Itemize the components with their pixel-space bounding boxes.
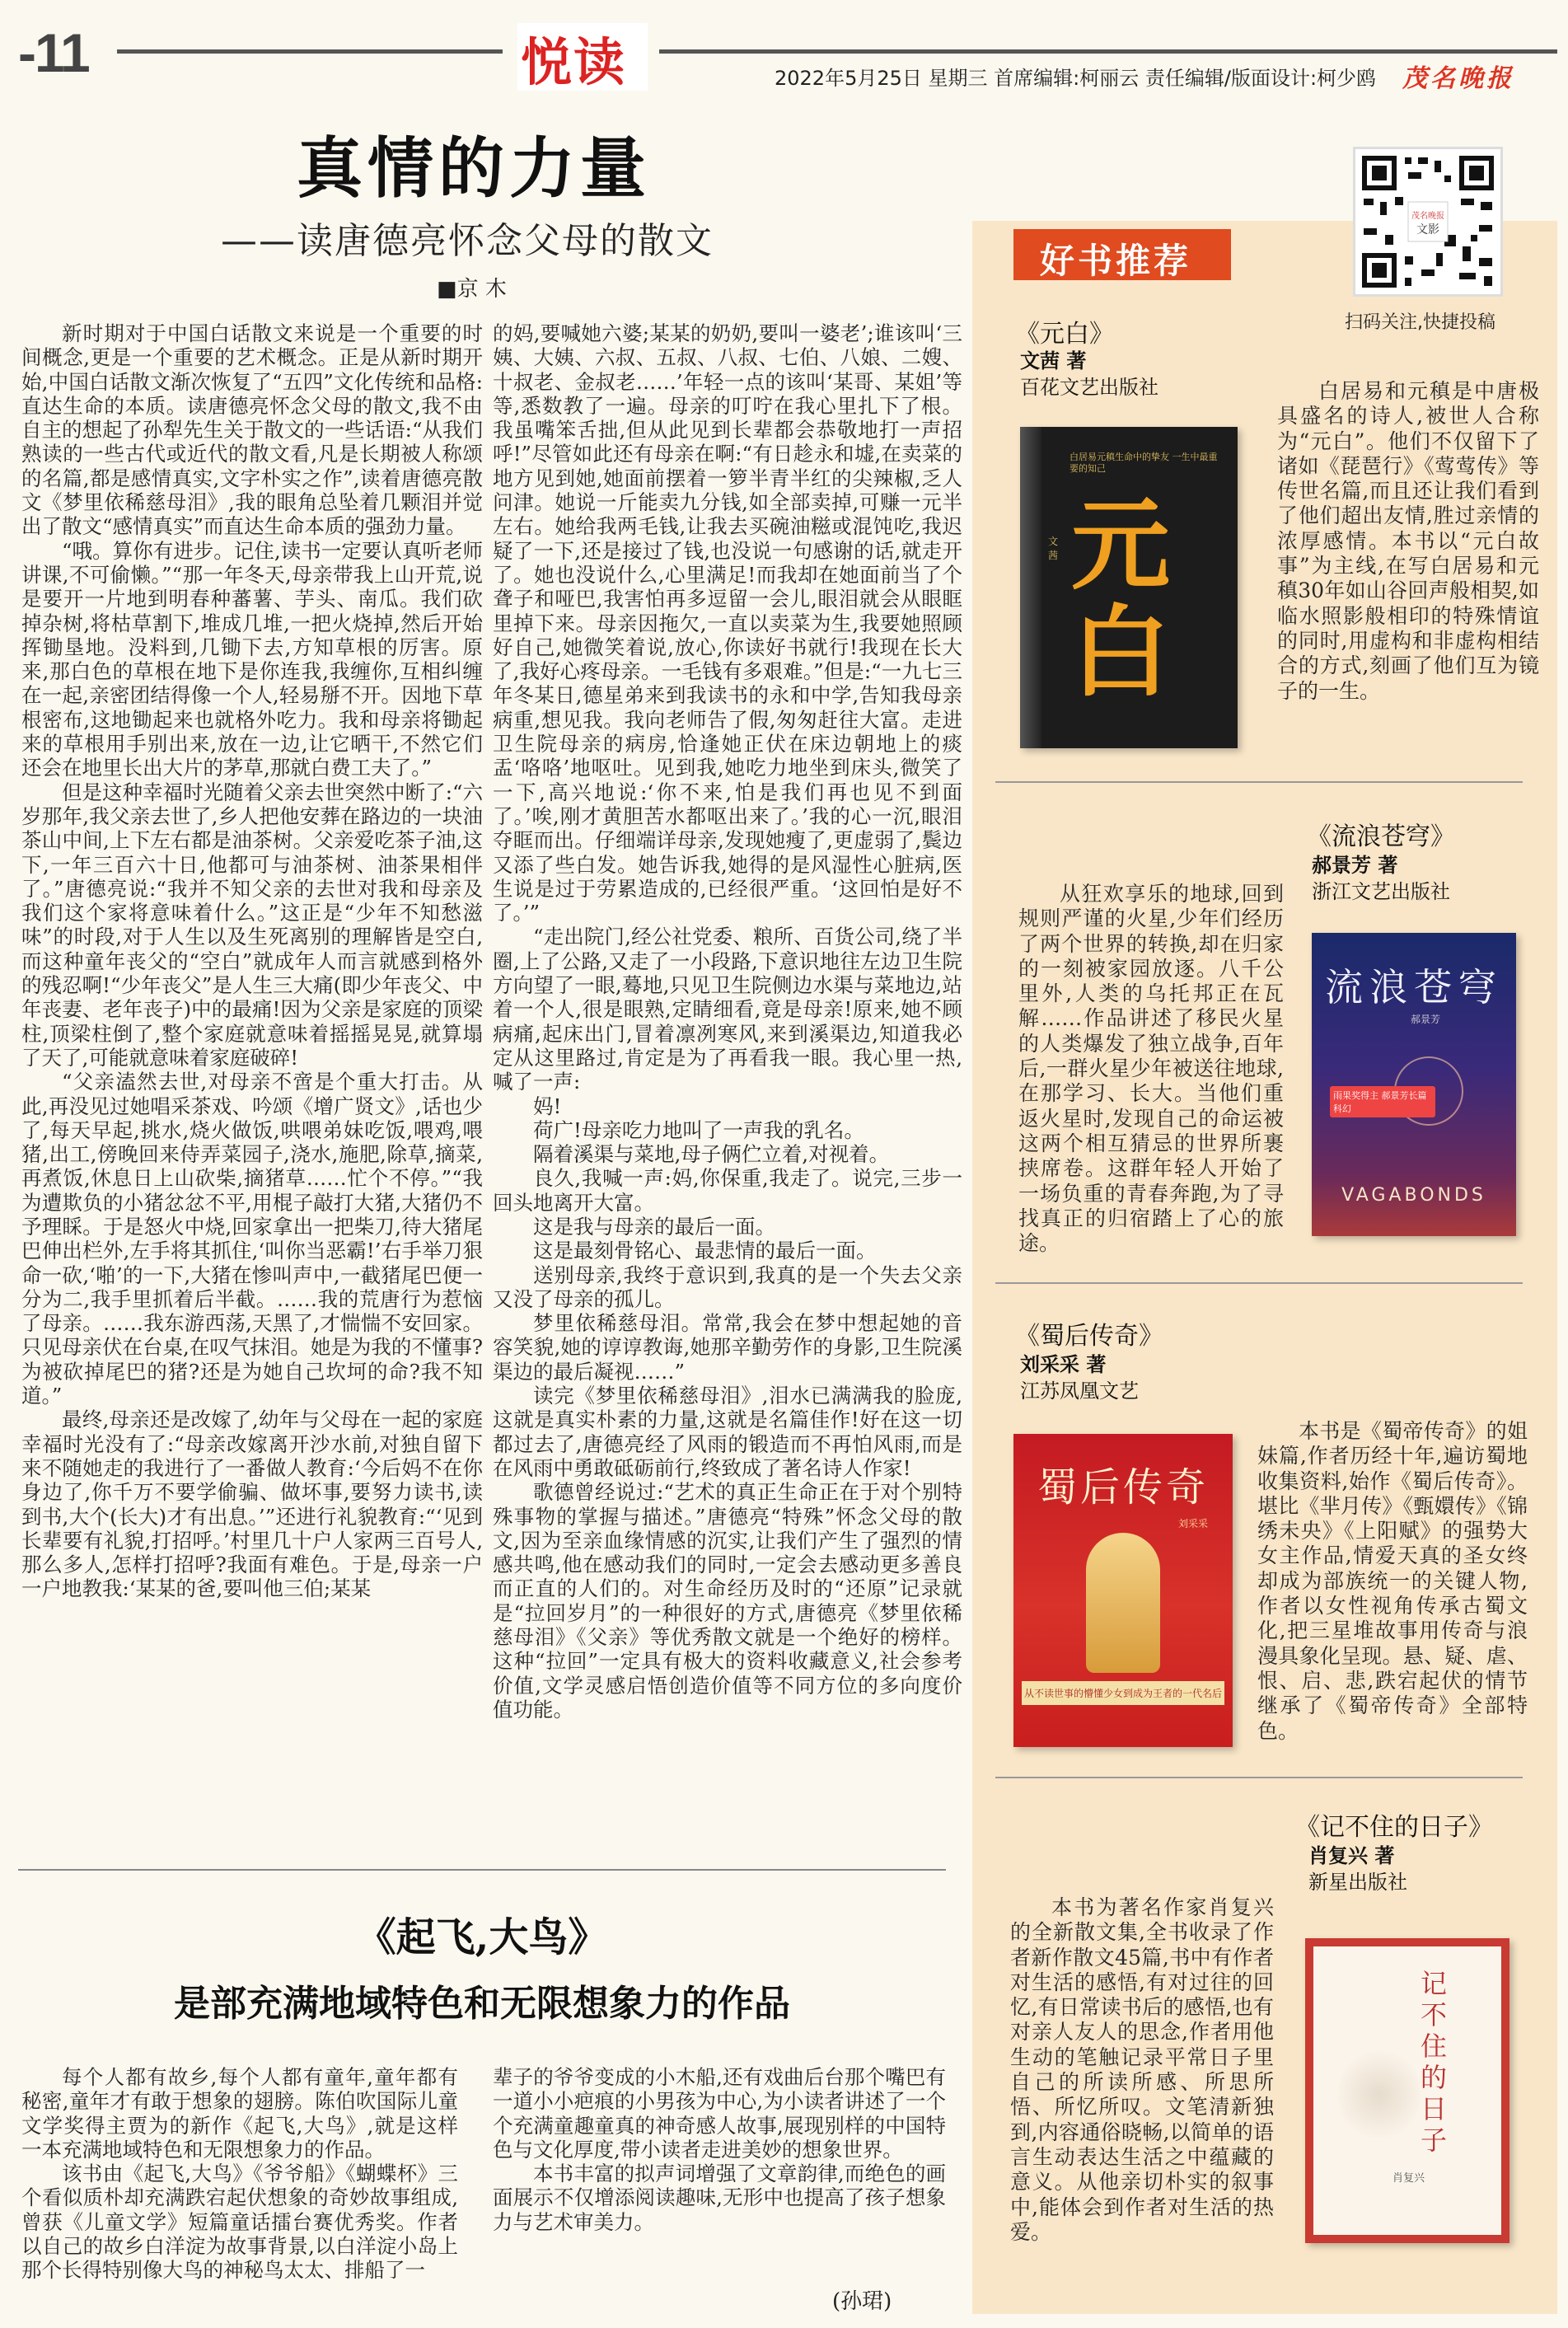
cover-author: 刘采采 bbox=[1178, 1518, 1209, 1529]
article-author: ■京 木 bbox=[437, 277, 507, 302]
paragraph: “走出院门,经公社党委、粮所、百货公司,绕了半圈,上了公路,又走了一小段路,下意识地往左边卫生院方向望了一眼,蓦地,只见卫生院侧边水渠与菜地边,站着一个人,很是眼熟,定睛细看,竟是母亲!原来,她不顾病痛,起床出门,冒着凛冽寒风,来到溪渠边,知道我必定从这里路过,肯定是为了再看我一眼。我心里一热,喊了一声: bbox=[493, 925, 962, 1094]
paragraph: 本书为著名作家肖复兴的全新散文集,全书收录了作者新作散文45篇,书中有作者对生活的感悟,有对过往的回忆,有日常读书后的感悟,也有对亲人友人的思念,作者用他生动的笔触记录平常日子里自己的所读所感、所思所悟、所忆所叹。文笔清新独到,内容通俗晓畅,以简单的语言生动表达生活之中蕴藏的意义。从他亲切朴实的叙事中,能体会到作者对生活的热爱。 bbox=[1010, 1895, 1274, 2244]
paragraph: 妈! bbox=[533, 1094, 562, 1118]
book-3-author: 刘采采 著 bbox=[1020, 1353, 1107, 1376]
masthead-logo: 茂名晚报 bbox=[1402, 64, 1514, 93]
book-4-description bbox=[1010, 1895, 1274, 2245]
book-3-cover bbox=[1013, 1434, 1233, 1747]
edition-line: 2022年5月25日 星期三 首席编辑:柯丽云 责任编辑/版面设计:柯少鸥 bbox=[775, 67, 1377, 90]
page-number: -11 bbox=[18, 22, 89, 83]
header-rule-right bbox=[659, 49, 1557, 54]
cover-author: 郝景芳 bbox=[1411, 1014, 1441, 1025]
cover-figure bbox=[1086, 1533, 1160, 1673]
book-2-cover bbox=[1312, 933, 1516, 1236]
book-separator bbox=[995, 1777, 1523, 1778]
paragraph: “哦。算你有进步。记住,读书一定要认真听老师讲课,不可偷懒。”“那一年冬天,母亲带我上山开荒,说是要开一片地到明春种蕃薯、芋头、南瓜。我们砍掉杂树,将枯草割下,堆成几堆,一把火烧掉,然后开始挥锄垦地。没料到,几锄下去,方知草根的厉害。原来,那白色的草根在地下是你连我,我缠你,互相纠缠在一起,亲密团结得像一个人,轻易掰不开。因地下草根密布,这地锄起来也就格外吃力。我和母亲将锄起来的草根用手别出来,放在一边,让它晒干,不然它们还会在地里长出大片的茅草,那就白费工夫了。” bbox=[21, 538, 483, 780]
paragraph: 本书丰富的拟声词增强了文章韵律,而绝色的画面展示不仅增添阅读趣味,无形中也提高了孩子想象力与艺术审美力。 bbox=[493, 2162, 946, 2234]
book-1-description bbox=[1277, 379, 1539, 704]
cover-title: 记不住的日子 bbox=[1421, 1968, 1448, 2156]
cover-spine bbox=[1020, 427, 1041, 748]
article-column-2 bbox=[493, 321, 962, 1829]
book-2-publisher: 浙江文艺出版社 bbox=[1312, 880, 1450, 903]
second-article-column-1 bbox=[21, 2065, 458, 2304]
paragraph: 隔着溪渠与菜地,母子俩伫立着,对视着。 bbox=[533, 1142, 890, 1167]
article-divider bbox=[18, 1869, 946, 1871]
paragraph: 白居易和元稹是中唐极具盛名的诗人,被世人合称为“元白”。他们不仅留下了诸如《琵琶行》《莺莺传》等传世名篇,而且还让我们看到了他们超出友情,胜过亲情的浓厚感情。本书以“元白故事”为主线,在写白居易和元稹30年如山谷回声般相契,如临水照影般相印的特殊情谊的同时,用虚构和非虚构相结合的方式,刻画了他们互为镜子的一生。 bbox=[1277, 379, 1539, 703]
book-1-publisher: 百花文艺出版社 bbox=[1020, 376, 1158, 399]
paragraph: 良久,我喊一声:妈,你保重,我走了。说完,三步一回头地离开大富。 bbox=[493, 1166, 962, 1215]
book-2-description bbox=[1018, 882, 1284, 1256]
cover-title: 流浪苍穹 bbox=[1325, 965, 1503, 1009]
second-article-column-2 bbox=[493, 2065, 946, 2288]
qr-caption: 扫码关注,快捷投稿 bbox=[1345, 312, 1495, 333]
panel-title: 好书推荐 bbox=[1040, 241, 1192, 281]
book-1-cover bbox=[1020, 427, 1238, 748]
qr-code-icon bbox=[1355, 149, 1500, 294]
paragraph: 送别母亲,我终于意识到,我真的是一个失去父亲又没了母亲的孤儿。 bbox=[493, 1262, 962, 1311]
cover-badge: 雨果奖得主 郝景芳长篇科幻 bbox=[1330, 1086, 1435, 1117]
book-4-cover bbox=[1305, 1938, 1509, 2243]
cover-author: 文茜 bbox=[1048, 536, 1059, 561]
cover-band: 从不读世事的懵懂少女到成为王者的一代名后 bbox=[1022, 1681, 1224, 1705]
article-title: 真情的力量 bbox=[297, 130, 651, 207]
cover-title: 元 白 bbox=[1071, 489, 1170, 710]
second-article-byline: (孙珺) bbox=[832, 2289, 892, 2314]
book-3-title: 《蜀后传奇》 bbox=[1015, 1322, 1163, 1351]
book-4-author: 肖复兴 著 bbox=[1308, 1844, 1395, 1867]
book-1-title: 《元白》 bbox=[1015, 320, 1114, 349]
book-separator bbox=[995, 1282, 1523, 1284]
book-2-title: 《流浪苍穹》 bbox=[1307, 822, 1455, 851]
cover-title: 蜀后传奇 bbox=[1037, 1464, 1209, 1511]
paragraph: 本书是《蜀帝传奇》的姐妹篇,作者历经十年,遍访蜀地收集资料,始作《蜀后传奇》。堪比《芈月传》《甄嬛传》《锦绣未央》《上阳赋》的强势大女主作品,情爱天真的圣女终却成为部族统一的关键人物,作者以女性视角传承古蜀文化,把三星堆故事用传奇与浪漫具象化呈现。悬、疑、虐、恨、启、悲,跌宕起伏的情节继承了《蜀帝传奇》全部特色。 bbox=[1257, 1419, 1528, 1743]
paragraph: 但是这种幸福时光随着父亲去世突然中断了:“六岁那年,我父亲去世了,乡人把他安葬在路边的一块油茶山中间,上下左右都是油茶树。父亲爱吃茶子油,这下,一年三百六十日,他都可与油茶树、油茶果相伴了。”唐德亮说:“我并不知父亲的去世对我和母亲及我们这个家将意味着什么。”这正是“少年不知愁滋味”的时段,对于人生以及生死离别的理解皆是空白,而这种童年丧父的“空白”就成年人而言就感到格外的残忍啊!“少年丧父”是人生三大痛(即少年丧父、中年丧妻、老年丧子)中的最痛!因为父亲是家庭的顶梁柱,顶梁柱倒了,整个家庭就意味着摇摇晃晃,就算塌了天了,可能就意味着家庭破碎! bbox=[21, 780, 483, 1070]
paragraph: 辈子的爷爷变成的小木船,还有戏曲后台那个嘴巴有一道小小疤痕的小男孩为中心,为小读者讲述了一个个充满童趣童真的神奇感人故事,展现别样的中国特色与文化厚度,带小读者走进美妙的想象世界。 bbox=[493, 2065, 946, 2162]
paragraph: 每个人都有故乡,每个人都有童年,童年都有秘密,童年才有敢于想象的翅膀。陈伯吹国际儿童文学奖得主贾为的新作《起飞,大鸟》,就是这样一本充满地域特色和无限想象力的作品。 bbox=[21, 2065, 458, 2162]
book-3-description bbox=[1257, 1419, 1528, 1744]
article-column-1 bbox=[21, 321, 483, 1829]
header-rule-left bbox=[117, 49, 503, 54]
paragraph: 最终,母亲还是改嫁了,幼年与父母在一起的家庭幸福时光没有了:“母亲改嫁离开沙水前,对独自留下来不随她走的我进行了一番做人教育:‘今后妈不在你身边了,你千万不要学偷骗、做坏事,要努力读书,读到书,大个(长大)才有出息。’”还进行礼貌教育:“‘见到长辈要有礼貌,打招呼。’村里几十户人家两三百号人,那么多人,怎样打招呼?我面有难色。于是,母亲一户一户地教我:‘某某的爸,要叫他三伯;某某 bbox=[21, 1408, 483, 1601]
svg-text:文影: 文影 bbox=[1416, 223, 1439, 237]
paragraph: 这是最刻骨铭心、最悲情的最后一面。 bbox=[533, 1239, 877, 1263]
article-subtitle: ——读唐德亮怀念父母的散文 bbox=[221, 220, 714, 262]
paragraph: 从狂欢享乐的地球,回到规则严谨的火星,少年们经历了两个世界的转换,却在归家的一刻被家园放逐。八千公里外,人类的乌托邦正在瓦解……作品讲述了移民火星的人类爆发了独立战争,百年后,一群火星少年被送往地球,在那学习、长大。当他们重返火星时,发现自己的命运被这两个相互猜忌的世界所裹挟席卷。这群年轻人开始了一场负重的青春奔跑,为了寻找真正的归宿踏上了心的旅途。 bbox=[1018, 882, 1284, 1256]
svg-text:茂名晚报: 茂名晚报 bbox=[1411, 212, 1444, 221]
second-article-subtitle: 是部充满地域特色和无限想象力的作品 bbox=[174, 1983, 790, 2025]
paragraph: 的妈,要喊她六婆;某某的奶奶,要叫一婆老’;谁该叫‘三姨、大姨、六叔、五叔、八叔、七伯、八娘、二嫂、十叔老、金叔老……’年轻一点的该叫‘某哥、某姐’等等,悉数教了一遍。母亲的叮咛在我心里扎下了根。我虽嘴笨舌拙,但从此见到长辈都会恭敬地打一声招呼!”尽管如此还有母亲在啊:“有日趁永和墟,在卖菜的地方见到她,她面前摆着一箩半青半红的尖辣椒,乏人问津。她说一斤能卖九分钱,如全部卖掉,可赚一元半左右。她给我两毛钱,让我去买碗油糍或混饨吃,我迟疑了一下,还是接过了钱,也没说一句感谢的话,就走开了。她也没说什么,心里满足!而我却在她面前当了个聋子和哑巴,我害怕再多逗留一会儿,眼泪就会从眼眶里掉下来。母亲因拖欠,一直以卖菜为生,我要她照顾好自己,她微笑着说,放心,你读好书就行!我现在长大了,我好心疼母亲。一毛钱有多艰难。”但是:“一九七三年冬某日,德星弟来到我读书的永和中学,告知我母亲病重,想见我。我向老师告了假,匆匆赶往大富。走进卫生院母亲的病房,恰逢她正伏在床边朝地上的痰盂‘咯咯’地呕吐。见到我,她吃力地坐到床头,微笑了一下,高兴地说:‘你不来,怕是我们再也见不到面了。’唉,刚才黄胆苦水都呕出来了。’我的心一沉,眼泪夺眶而出。仔细端详母亲,发现她瘦了,更虚弱了,鬓边又添了些白发。她告诉我,她得的是风湿性心脏病,医生说是过于劳累造成的,已经很严重。‘这回怕是好不了。’” bbox=[493, 321, 962, 925]
cover-tagline: 白居易元稹生命中的挚友 一生中最重要的知己 bbox=[1070, 452, 1218, 474]
paragraph: “父亲溘然去世,对母亲不啻是个重大打击。从此,再没见过她唱采茶戏、吟颂《增广贤文》,话也少了,每天早起,挑水,烧火做饭,哄喂弟妹吃饭,喂鸡,喂猪,出工,傍晚回来侍弄菜园子,浇水,施肥,除草,摘菜,再煮饭,休息日上山砍柴,摘猪草……忙个不停。”“我为遭欺负的小猪忿忿不平,用棍子敲打大猪,大猪仍不予理睬。于是怒火中烧,回家拿出一把柴刀,待大猪尾巴伸出栏外,左手将其抓住,‘叫你当恶霸!’右手举刀狠命一砍,‘啪’的一下,大猪在惨叫声中,一截猪尾巴便一分为二,我手里抓着后半截。……我的荒唐行为惹恼了母亲。……我东游西荡,天黑了,才惴惴不安回家。只见母亲伏在台桌,在叹气抹泪。她是为我的不懂事?为被砍掉尾巴的猪?还是为她自己坎坷的命?我不知道。” bbox=[21, 1070, 483, 1408]
cover-en-title: VAGABONDS bbox=[1341, 1185, 1486, 1206]
section-title: 悦读 bbox=[521, 32, 627, 92]
book-3-publisher: 江苏凤凰文艺 bbox=[1020, 1379, 1139, 1403]
paragraph: 新时期对于中国白话散文来说是一个重要的时间概念,更是一个重要的艺术概念。正是从新时期开始,中国白话散文渐次恢复了“五四”文化传统和品格:直达生命的本质。读唐德亮怀念父母的散文,我不由自主的想起了孙犁先生关于散文的一些话语:“从我们熟读的一些古代或近代的散文看,凡是长期被人称颂的名篇,都是感情真实,文字朴实之作”,读着唐德亮散文《梦里依稀慈母泪》,我的眼角总坠着几颗泪并觉出了散文“感情真实”而直达生命本质的强劲力量。 bbox=[21, 321, 483, 539]
paragraph: 荷广!母亲吃力地叫了一声我的乳名。 bbox=[533, 1117, 864, 1142]
book-2-author: 郝景芳 著 bbox=[1312, 854, 1398, 877]
paragraph: 梦里依稀慈母泪。常常,我会在梦中想起她的音容笑貌,她的谆谆教诲,她那辛勤劳作的身影,卫生院溪渠边的最后凝视……” bbox=[493, 1311, 962, 1384]
book-4-title: 《记不住的日子》 bbox=[1295, 1813, 1493, 1842]
book-1-author: 文茜 著 bbox=[1020, 349, 1087, 372]
cover-author: 肖复兴 bbox=[1392, 2172, 1425, 2185]
paragraph: 这是我与母亲的最后一面。 bbox=[533, 1214, 775, 1239]
book-4-publisher: 新星出版社 bbox=[1308, 1871, 1407, 1894]
book-separator bbox=[995, 781, 1523, 783]
paragraph: 读完《梦里依稀慈母泪》,泪水已满满我的脸庞,这就是真实朴素的力量,这就是名篇佳作!好在这一切都过去了,唐德亮经了风雨的锻造而不再怕风雨,而是在风雨中勇敢砥砺前行,终致成了著名诗人作家! bbox=[493, 1384, 962, 1480]
qr-code[interactable] bbox=[1353, 147, 1503, 297]
cover-illustration bbox=[1338, 2045, 1421, 2144]
paragraph: 该书由《起飞,大鸟》《爷爷船》《蝴蝶杯》三个看似质朴却充满跌宕起伏想象的奇妙故事组成,曾获《儿童文学》短篇童话擂台赛优秀奖。作者以自己的故乡白洋淀为故事背景,以白洋淀小岛上那个长得特别像大鸟的神秘鸟太太、排船了一 bbox=[21, 2162, 458, 2283]
second-article-title: 《起飞,大鸟》 bbox=[356, 1914, 608, 1960]
paragraph: 歌德曾经说过:“艺术的真正生命正在于对个别特殊事物的掌握与描述。”唐德亮“特殊”怀念父母的散文,因为至亲血缘情感的沉实,让我们产生了强烈的情感共鸣,他在感动我们的同时,一定会去感动更多善良而正直的人们的。对生命经历及时的“还原”记录就是“拉回岁月”的一种很好的方式,唐德亮《梦里依稀慈母泪》《父亲》等优秀散文就是一个绝好的榜样。这种“拉回”一定具有极大的资料收藏意义,社会参考价值,文学灵感启悟创造价值等不同方位的多向度价值功能。 bbox=[493, 1480, 962, 1721]
